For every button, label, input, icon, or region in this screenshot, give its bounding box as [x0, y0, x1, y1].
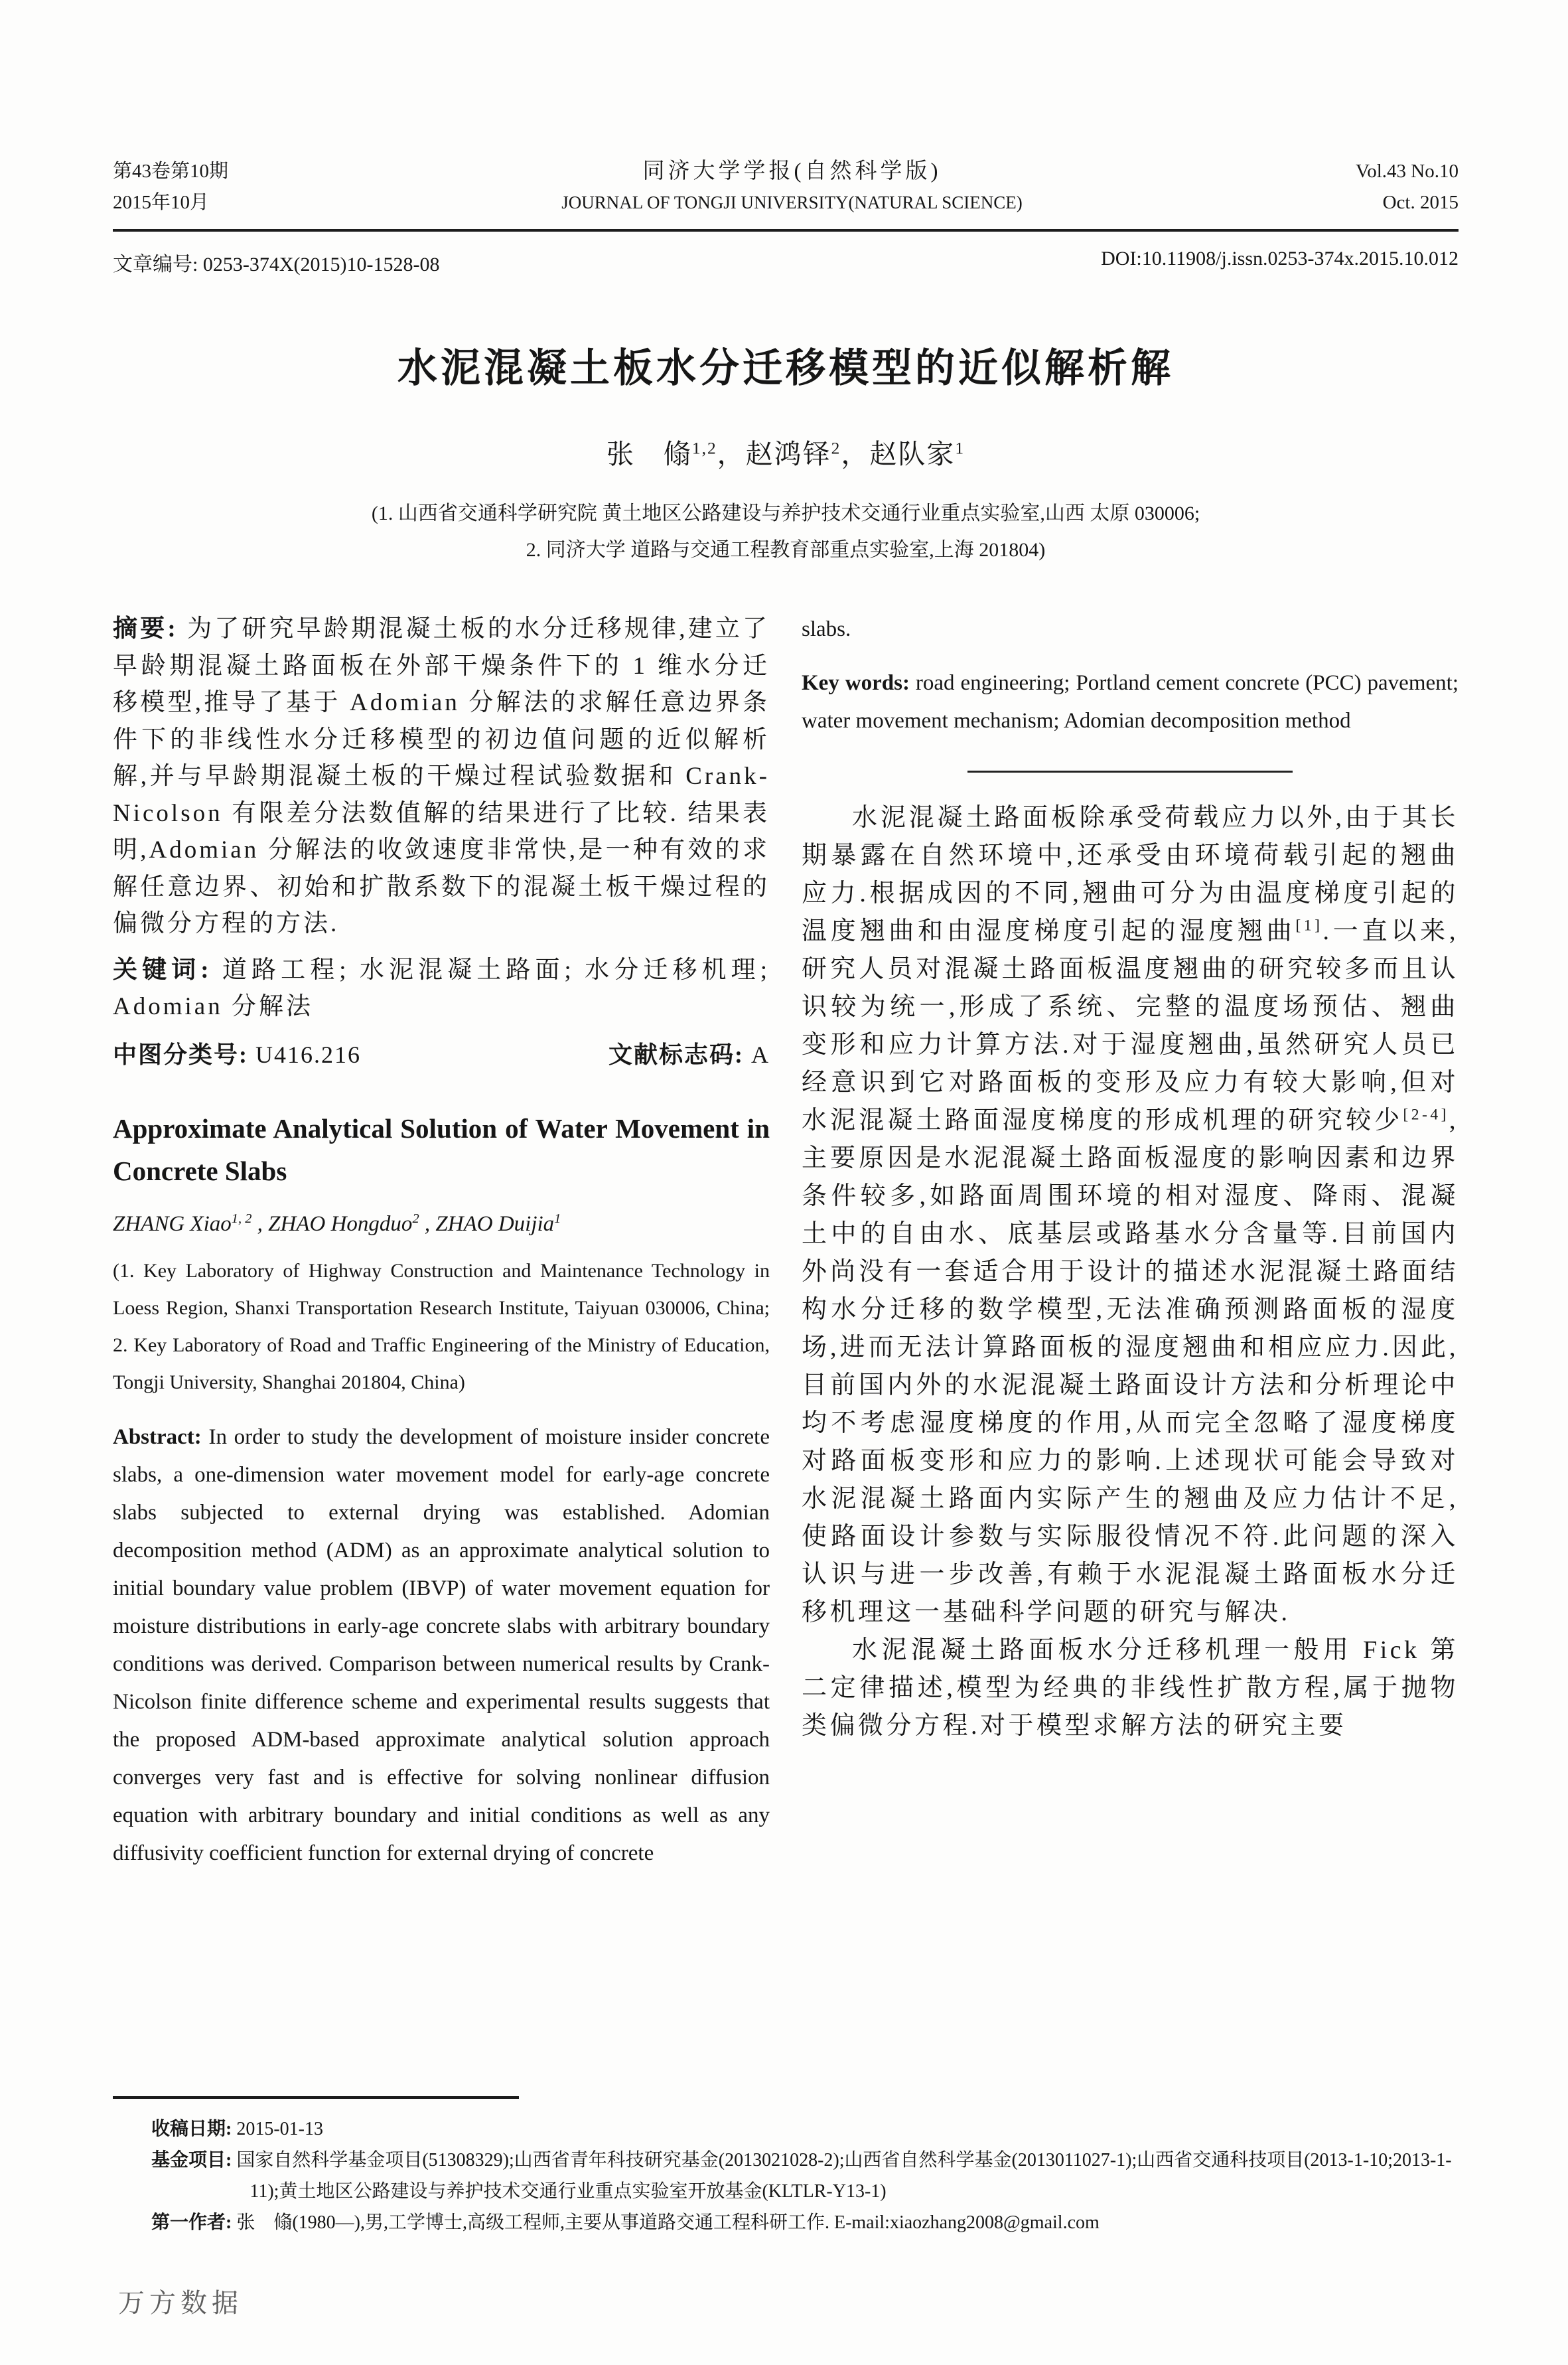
citation-superscript: [2-4]: [1403, 1106, 1449, 1124]
keywords-text: 道路工程; 水泥混凝土路面; 水分迁移机理; Adomian 分解法: [113, 956, 770, 1020]
first-author-value: 张 翛(1980—),男,工学博士,高级工程师,主要从事道路交通工程科研工作. E-mail:xiaozhang2008@gmail.com: [232, 2212, 1100, 2233]
document-code-label: 文献标志码:: [608, 1041, 744, 1068]
fund-projects-value: 国家自然科学基金项目(51308329);山西省青年科技研究基金(2013021028-2);山西省自然科学基金(2013011027-1);山西省交通科技项目(2013-1-10;2013-1-11);黄土地区公路建设与养护技术交通行业重点实验室开放基金(KLTLR-Y13-1): [232, 2150, 1452, 2202]
received-date: [151, 2113, 1455, 2145]
author-name-en: ZHAO Duijia: [435, 1211, 555, 1236]
author-superscript: 1: [554, 1211, 561, 1226]
introduction-text: [802, 799, 1459, 1745]
received-date-label: 收稿日期:: [151, 2119, 232, 2139]
authors-cn: [113, 432, 1459, 471]
header-rule: [113, 229, 1459, 232]
clc-number: [113, 1036, 361, 1070]
keywords-cn: [113, 952, 770, 1026]
classification-row: [113, 1036, 770, 1070]
author-superscript: 1,2: [691, 439, 717, 458]
abstract-en: [113, 1418, 770, 1872]
first-author: [151, 2207, 1455, 2238]
author-separator: ，: [841, 439, 870, 469]
keywords-en: [802, 664, 1459, 740]
author-name-en: ZHAO Hongduo: [268, 1211, 413, 1236]
paragraph-text: .一直以来,研究人员对混凝土路面板温度翘曲的研究较多而且认识较为统一,形成了系统、完整的温度场预估、翘曲变形和应力计算方法.对于湿度翘曲,虽然研究人员已经意识到它对路面板的变形及应力有较大影响,但对水泥混凝土路面湿度梯度的形成机理的研究较少: [802, 917, 1459, 1134]
article-number: 文章编号: 0253-374X(2015)10-1528-08: [113, 254, 440, 275]
journal-title-cn: 同济大学学报(自然科学版): [642, 159, 942, 183]
authors-en: [113, 1212, 770, 1237]
author-name: 赵鸿铎: [745, 439, 831, 469]
paragraph-text: 水泥混凝土路面板除承受荷载应力以外,由于其长期暴露在自然环境中,还承受由环境荷载引起的翘曲应力.根据成因的不同,翘曲可分为由温度梯度引起的温度翘曲和由湿度梯度引起的湿度翘曲: [802, 804, 1459, 945]
author-superscript: 2: [831, 439, 841, 458]
paragraph-text: ,主要原因是水泥混凝土路面板湿度的影响因素和边界条件较多,如路面周围环境的相对湿度、降雨、混凝土中的自由水、底基层或路基水分含量等.目前国内外尚没有一套适合用于设计的描述水泥混凝土路面结构水分迁移的数学模型,无法准确预测路面板的湿度场,进而无法计算路面板的湿度翘曲和相应应力.因此,目前国内外的水泥混凝土路面设计方法和分析理论中均不考虑湿度梯度的作用,从而完全忽略了湿度梯度对路面板变形和应力的影响.上述现状可能会导致对水泥混凝土路面内实际产生的翘曲及应力估计不足,使路面设计参数与实际服役情况不符.此问题的深入认识与进一步改善,有赖于水泥混凝土路面板水分迁移机理这一基础科学问题的研究与解决.: [802, 1106, 1459, 1626]
author-superscript: 1, 2: [231, 1211, 252, 1226]
fund-projects-label: 基金项目:: [151, 2150, 232, 2171]
clc-value: U416.216: [248, 1041, 361, 1068]
affiliation-cn-line1: (1. 山西省交通科学研究院 黄土地区公路建设与养护技术交通行业重点实验室,山西 太原 030006;: [371, 502, 1200, 524]
wanfang-watermark: 万方数据: [118, 2288, 243, 2318]
abstract-label: 摘要:: [113, 615, 178, 643]
paper-title-en: Approximate Analytical Solution of Water Movement in Concrete Slabs: [113, 1112, 770, 1186]
author-separator: ,: [251, 1211, 269, 1236]
author-superscript: 2: [412, 1211, 419, 1226]
first-author-label: 第一作者:: [151, 2212, 232, 2233]
paper-title-cn: 水泥混凝土板水分迁移模型的近似解析解: [397, 346, 1174, 390]
abstract-en-label: Abstract:: [113, 1424, 202, 1449]
abstract-en-text: In order to study the development of moisture insider concrete slabs, a one-dimension water movement model for early-age concrete slabs subjected to external drying was established. Adomian decomposition method (ADM) as an approximate analytical solution to initial boundary value problem (IBVP) of water movement equation for moisture distributions in early-age concrete slabs with arbitrary boundary conditions was derived. Comparison between numerical results by Crank-Nicolson finite difference scheme and experimental results suggests that the proposed ADM-based approximate analytical solution approach converges very fast and is effective for solving nonlinear diffusion equation with arbitrary boundary and initial conditions as well as any diffusivity coefficient function for external drying of concrete: [113, 1424, 770, 1865]
author-name-en: ZHANG Xiao: [113, 1211, 232, 1236]
header-center: [561, 156, 1023, 218]
abstract-cn: [113, 611, 770, 943]
author-name: 赵队家: [869, 439, 956, 469]
affiliation-cn-line2: 2. 同济大学 道路与交通工程教育部重点实验室,上海 201804): [526, 539, 1046, 561]
fund-projects: [151, 2145, 1455, 2207]
document-code: [608, 1036, 770, 1070]
abstract-text: 为了研究早龄期混凝土板的水分迁移规律,建立了早龄期混凝土路面板在外部干燥条件下的 1 维水分迁移模型,推导了基于 Adomian 分解法的求解任意边界条件下的非线性水分迁移模型的初边值问题的近似解析解,并与早龄期混凝土板的干燥过程试验数据和 Crank-Nicolson 有限差分法数值解的结果进行了比较. 结果表明,Adomian 分解法的收敛速度非常快,是一种有效的求解任意边界、初始和扩散系数下的混凝土板干燥过程的偏微分方程的方法.: [113, 615, 770, 937]
journal-title-en: JOURNAL OF TONGJI UNIVERSITY(NATURAL SCIENCE): [561, 192, 1023, 212]
keywords-label: 关键词:: [113, 956, 212, 984]
keywords-en-label: Key words:: [802, 671, 910, 695]
right-column: [802, 611, 1459, 1872]
affiliation-cn: [113, 495, 1459, 568]
left-column: [113, 611, 770, 1872]
date-cn: 2015年10月: [113, 192, 210, 213]
abstract-en-continuation: slabs.: [802, 617, 851, 641]
citation-superscript: [1]: [1295, 917, 1323, 935]
body-paragraph-2: 水泥混凝土路面板水分迁移机理一般用 Fick 第二定律描述,模型为经典的非线性扩散方程,属于抛物类偏微分方程.对于模型求解方法的研究主要: [802, 1636, 1459, 1740]
footnote-rule: [113, 2096, 519, 2099]
author-separator: ,: [419, 1211, 436, 1236]
article-meta: [113, 248, 1459, 277]
body-paragraph-1: [802, 799, 1459, 1632]
keywords-en-text: road engineering; Portland cement concrete (PCC) pavement; water movement mechanism; Adomian decomposition method: [802, 671, 1459, 733]
doi: DOI:10.11908/j.issn.0253-374x.2015.10.012: [1101, 248, 1459, 269]
document-code-value: A: [744, 1041, 770, 1068]
header-left: [113, 156, 228, 218]
section-divider-rule: [967, 771, 1293, 773]
volume-issue-cn: 第43卷第10期: [113, 161, 229, 182]
journal-header: [113, 156, 1459, 218]
received-date-value: 2015-01-13: [232, 2119, 323, 2139]
affiliation-en: (1. Key Laboratory of Highway Construction and Maintenance Technology in Loess Region, Shanxi Transportation Research Institute, Taiyuan 030006, China; 2. Key Laboratory of Road and Traffic Engineering of the Ministry of Education, Tongji University, Shanghai 201804, China): [113, 1259, 770, 1393]
header-right: [1356, 156, 1459, 218]
author-superscript: 1: [955, 439, 965, 458]
author-name: 张 翛: [606, 439, 692, 469]
clc-label: 中图分类号:: [113, 1041, 248, 1068]
date-en: Oct. 2015: [1382, 192, 1459, 213]
two-column-body: [113, 611, 1459, 1872]
author-separator: ，: [717, 439, 746, 469]
volume-issue-en: Vol.43 No.10: [1356, 161, 1459, 182]
footnote-block: [151, 2113, 1455, 2238]
